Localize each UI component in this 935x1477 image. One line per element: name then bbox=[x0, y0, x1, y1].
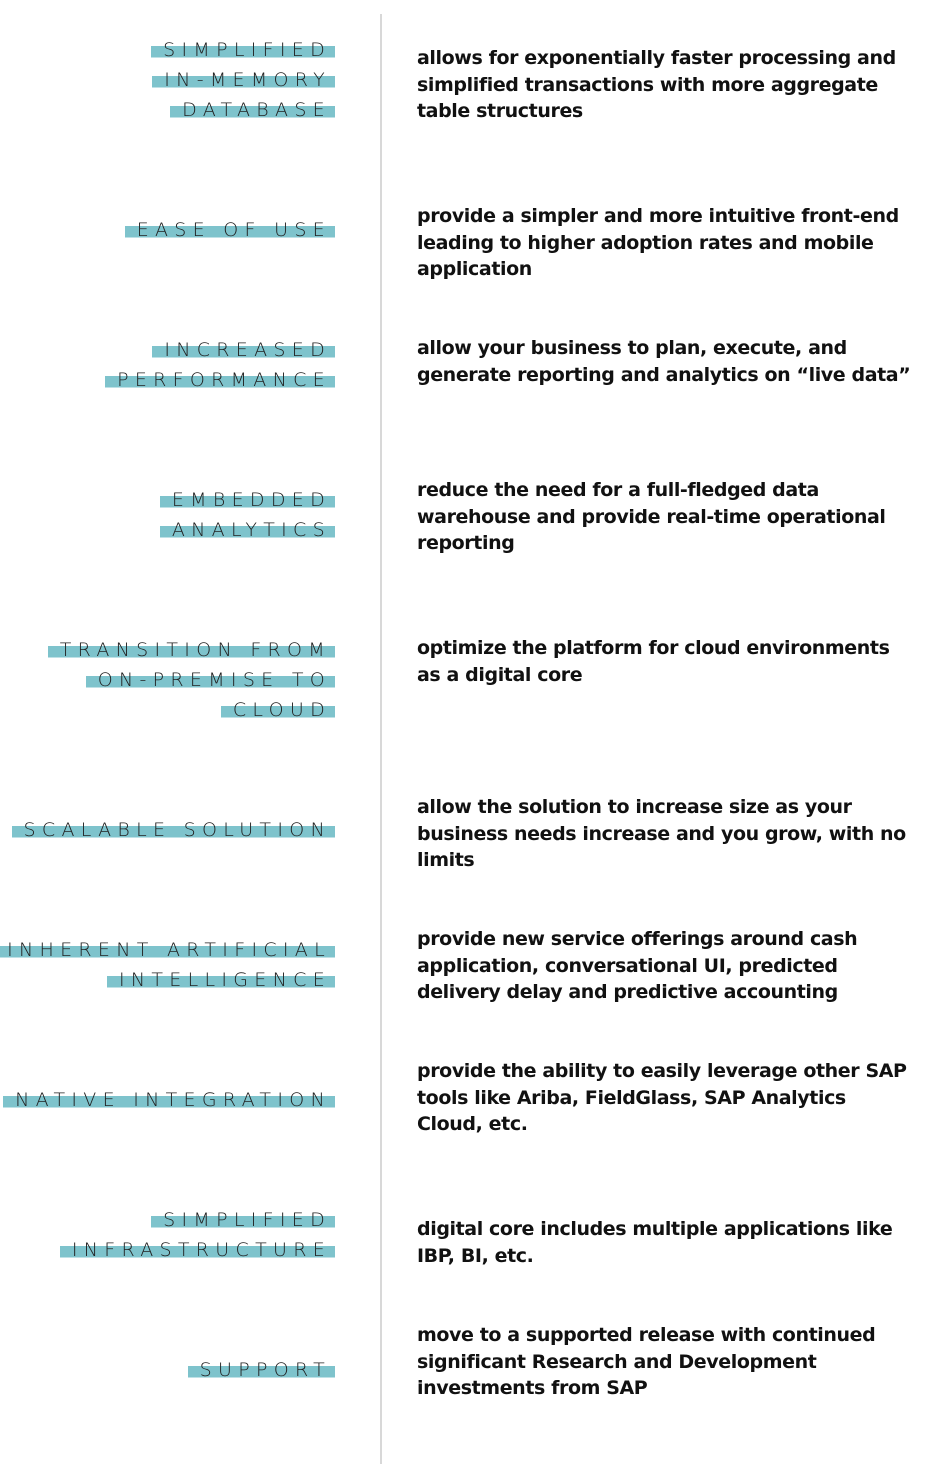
feature-label-line: EMBEDDED bbox=[160, 489, 335, 511]
column-divider bbox=[380, 14, 382, 1464]
feature-description: allow the solution to increase size as your business needs increase and you grow, with no limits bbox=[417, 796, 906, 871]
feature-label-line: IN-MEMORY bbox=[152, 69, 335, 91]
feature-label bbox=[125, 215, 335, 245]
feature-label-line: INHERENT ARTIFICIAL bbox=[0, 939, 335, 961]
feature-label-line: PERFORMANCE bbox=[105, 369, 335, 391]
feature-description: move to a supported release with continued significant Research and Development investments from SAP bbox=[417, 1324, 876, 1399]
feature-label bbox=[151, 35, 335, 125]
feature-label-line: INCREASED bbox=[152, 339, 335, 361]
feature-label-line: SIMPLIFIED bbox=[151, 39, 335, 61]
feature-label-line: INFRASTRUCTURE bbox=[60, 1239, 335, 1261]
feature-label-line: SUPPORT bbox=[188, 1359, 335, 1381]
feature-label bbox=[105, 335, 335, 395]
feature-description: provide new service offerings around cash application, conversational UI, predicted delivery delay and predictive accounting bbox=[417, 928, 858, 1003]
feature-label bbox=[160, 485, 335, 545]
feature-label-line: TRANSITION FROM bbox=[48, 639, 335, 661]
feature-label bbox=[188, 1355, 335, 1385]
feature-label-line: EASE OF USE bbox=[125, 219, 335, 241]
feature-label-line: CLOUD bbox=[221, 699, 335, 721]
feature-label-line: SIMPLIFIED bbox=[151, 1209, 335, 1231]
feature-label bbox=[60, 1205, 335, 1265]
feature-description: optimize the platform for cloud environments as a digital core bbox=[417, 637, 890, 686]
feature-label bbox=[48, 635, 335, 725]
feature-description: provide a simpler and more intuitive front-end leading to higher adoption rates and mobile application bbox=[417, 205, 899, 280]
feature-description: allows for exponentially faster processing and simplified transactions with more aggregate table structures bbox=[417, 47, 896, 122]
feature-label bbox=[3, 1085, 335, 1115]
feature-label-line: ON-PREMISE TO bbox=[86, 669, 335, 691]
feature-label-line: DATABASE bbox=[170, 99, 335, 121]
feature-label-line: ANALYTICS bbox=[160, 519, 335, 541]
feature-description: reduce the need for a full-fledged data warehouse and provide real-time operational reporting bbox=[417, 479, 886, 554]
feature-label-line: INTELLIGENCE bbox=[107, 969, 335, 991]
feature-label bbox=[12, 815, 335, 845]
feature-label-line: NATIVE INTEGRATION bbox=[3, 1089, 335, 1111]
feature-description: digital core includes multiple applications like IBP, BI, etc. bbox=[417, 1218, 893, 1267]
feature-label bbox=[0, 935, 335, 995]
feature-label-line: SCALABLE SOLUTION bbox=[12, 819, 335, 841]
feature-description: allow your business to plan, execute, and generate reporting and analytics on “live data” bbox=[417, 337, 911, 386]
feature-description: provide the ability to easily leverage other SAP tools like Ariba, FieldGlass, SAP Analytics Cloud, etc. bbox=[417, 1060, 907, 1135]
